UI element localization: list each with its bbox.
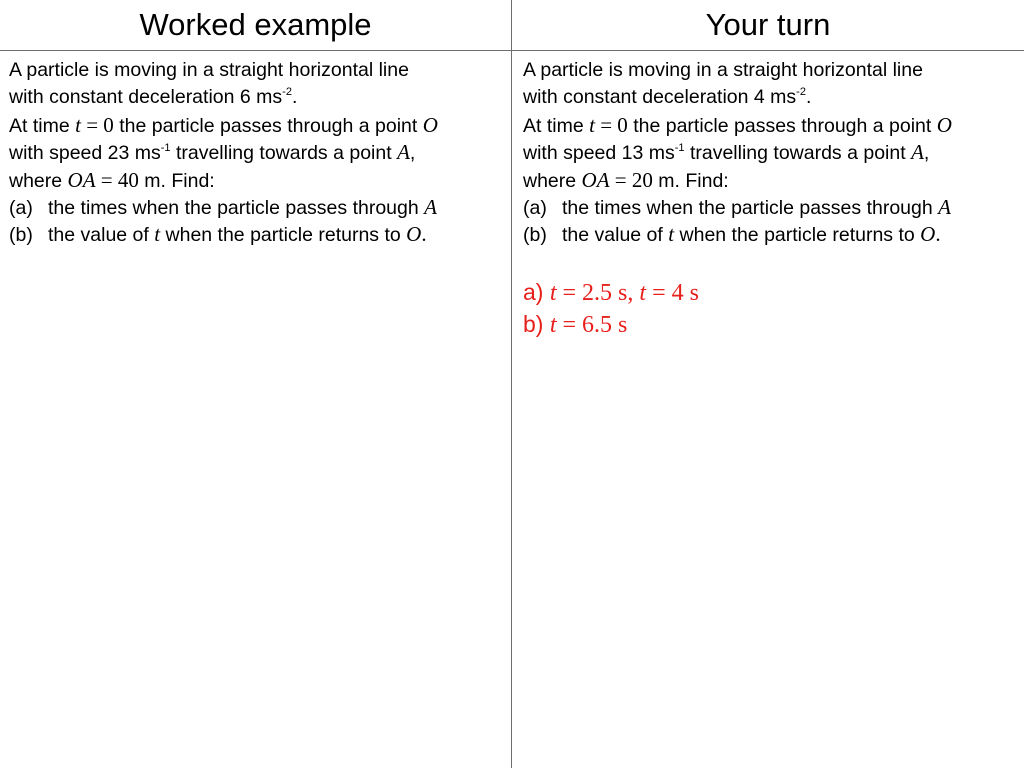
question-text: .: [291, 86, 298, 109]
question-line: [523, 112, 1019, 139]
part-label: (a): [9, 196, 33, 219]
question-text: with constant deceleration 4 ms: [523, 86, 797, 109]
math-variable: O: [936, 112, 952, 137]
question-text: where: [523, 169, 582, 192]
math-variable: O: [920, 222, 936, 247]
answer-label: b): [523, 311, 550, 337]
question-text: .: [805, 86, 812, 109]
question-text: ,: [923, 142, 930, 165]
question-line: [9, 167, 505, 194]
question-text: .: [421, 222, 427, 247]
question-text: with speed 23 ms: [9, 142, 161, 165]
math-variable: t: [549, 312, 557, 338]
question-text: the value of: [48, 224, 155, 247]
math-variable: A: [397, 140, 410, 165]
answer-a: [523, 277, 699, 309]
exponent: -1: [674, 142, 685, 155]
math-variable: t: [549, 280, 557, 306]
question-line: [523, 139, 1019, 166]
question-line: [523, 84, 1019, 111]
question-text: with speed 13 ms: [523, 142, 675, 165]
question-text: the particle passes through a point: [113, 114, 423, 137]
answer-b: [523, 309, 699, 341]
question-line: [523, 167, 1019, 194]
header-divider: [0, 50, 1024, 51]
question-text: ,: [409, 142, 416, 165]
answer-value: = 4 s: [646, 280, 699, 306]
math-variable: A: [424, 194, 437, 219]
exponent: -2: [282, 86, 292, 99]
math-expression: = 0: [80, 112, 114, 137]
question-text: travelling towards a point: [684, 142, 912, 165]
question-text: travelling towards a point: [170, 142, 398, 165]
question-text: At time: [9, 114, 76, 137]
question-text: the value of: [562, 224, 669, 247]
question-text: when the particle returns to: [160, 224, 407, 247]
part-a: [9, 194, 505, 221]
question-text: the times when the particle passes through: [562, 196, 939, 219]
question-text: A particle is moving in a straight horizontal line: [9, 59, 409, 81]
question-line: [9, 84, 505, 111]
math-variable: OA: [581, 167, 610, 192]
answers: [523, 277, 699, 341]
part-b: [523, 221, 1019, 248]
part-label: (b): [523, 224, 547, 247]
part-label: (b): [9, 224, 33, 247]
exponent: -1: [160, 142, 171, 155]
question-text: the times when the particle passes through: [48, 196, 425, 219]
math-variable: A: [938, 194, 951, 219]
math-expression: = 40: [95, 167, 139, 192]
part-b: [9, 221, 505, 248]
worked-example-question: [9, 57, 505, 249]
question-text: the particle passes through a point: [627, 114, 937, 137]
question-line: [9, 57, 505, 84]
answer-value: = 6.5 s: [556, 312, 628, 338]
question-line: [9, 112, 505, 139]
math-variable: t: [589, 112, 595, 137]
question-text: At time: [523, 114, 590, 137]
math-variable: O: [406, 222, 422, 247]
your-turn-heading: Your turn: [705, 7, 831, 42]
math-variable: t: [639, 280, 647, 306]
math-variable: t: [154, 222, 161, 247]
math-variable: OA: [67, 167, 96, 192]
answer-label: a): [523, 279, 550, 305]
math-variable: O: [422, 112, 438, 137]
answer-value: = 2.5 s,: [556, 280, 640, 306]
math-expression: = 0: [594, 112, 628, 137]
question-text: where: [9, 169, 68, 192]
exponent: -2: [796, 86, 806, 99]
column-divider: [511, 0, 512, 768]
question-line: [523, 57, 1019, 84]
question-text: when the particle returns to: [674, 224, 921, 247]
your-turn-question: [523, 57, 1019, 249]
math-variable: A: [911, 140, 924, 165]
math-variable: t: [668, 222, 675, 247]
question-text: m. Find:: [652, 169, 729, 192]
question-text: with constant deceleration 6 ms: [9, 86, 283, 109]
question-text: A particle is moving in a straight horizontal line: [523, 59, 923, 81]
math-expression: = 20: [609, 167, 653, 192]
question-line: [9, 139, 505, 166]
part-label: (a): [523, 196, 547, 219]
worked-example-heading: Worked example: [139, 7, 372, 42]
part-a: [523, 194, 1019, 221]
question-text: m. Find:: [138, 169, 215, 192]
math-variable: t: [75, 112, 81, 137]
question-text: .: [935, 222, 941, 247]
